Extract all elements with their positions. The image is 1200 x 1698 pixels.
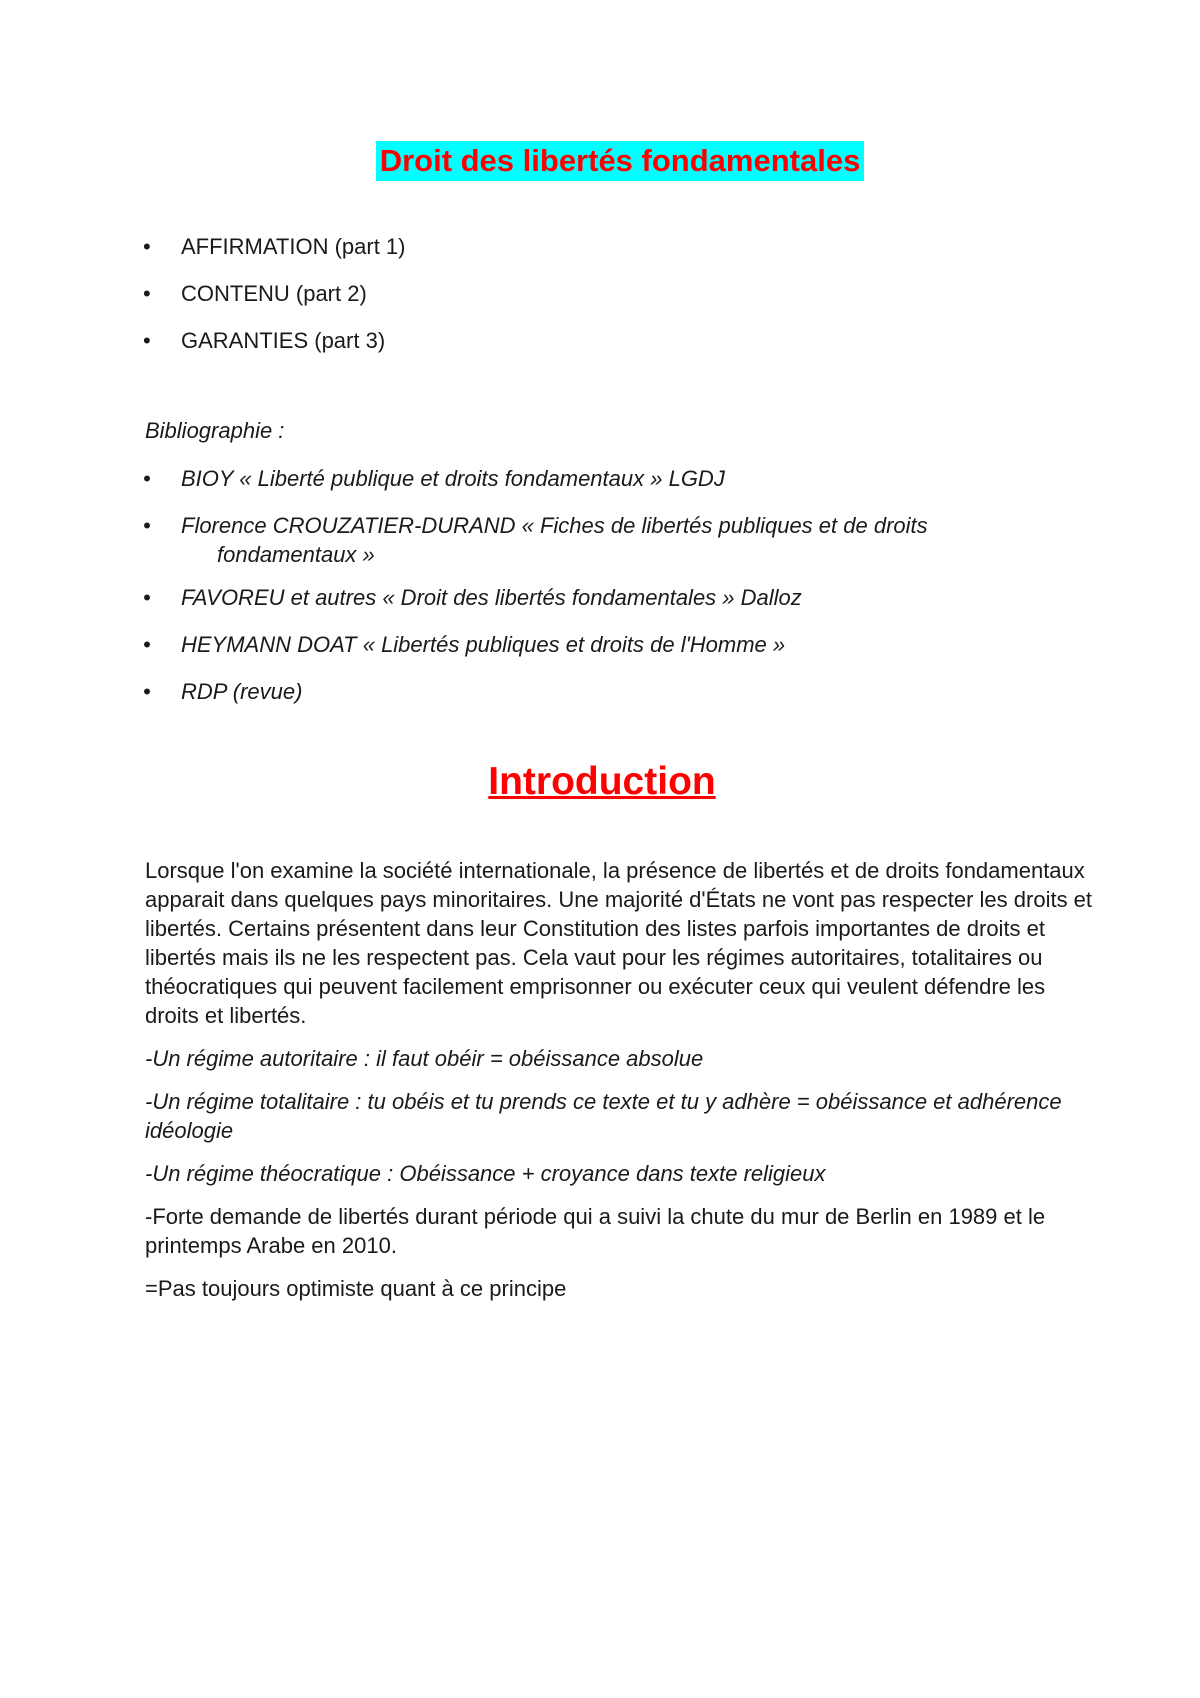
- part-item-2: CONTENU (part 2): [181, 281, 367, 306]
- part-item-3: GARANTIES (part 3): [181, 328, 386, 353]
- bullet: •: [143, 679, 151, 704]
- paragraph: -Un régime théocratique : Obéissance + croyance dans texte religieux: [145, 1161, 826, 1186]
- bullet: •: [143, 585, 151, 610]
- paragraph: -Un régime autoritaire : il faut obéir = obéissance absolue: [145, 1046, 704, 1071]
- list-item: [143, 630, 928, 659]
- paragraph: -Forte demande de libertés durant période qui a suivi la chute du mur de Berlin en 1989 et le printemps Arabe en 2010.: [145, 1204, 1046, 1258]
- bibliography-entry-5: RDP (revue): [181, 679, 303, 704]
- bibliography-entry-2: Florence CROUZATIER-DURAND « Fiches de libertés publiques et de droits: [181, 513, 928, 538]
- bibliography-entry-1: BIOY « Liberté publique et droits fondamentaux » LGDJ: [181, 466, 725, 491]
- list-item: [143, 326, 406, 355]
- body-text: [145, 856, 1105, 1317]
- bullet: •: [143, 234, 151, 259]
- paragraph: -Un régime totalitaire : tu obéis et tu prends ce texte et tu y adhère = obéissance et adhérence idéologie: [145, 1089, 1062, 1143]
- bibliography-entry-3: FAVOREU et autres « Droit des libertés fondamentales » Dalloz: [181, 585, 802, 610]
- part-item-1: AFFIRMATION (part 1): [181, 234, 406, 259]
- bibliography-entry-2-continuation: fondamentaux »: [217, 542, 375, 567]
- list-item: [143, 464, 928, 493]
- title-row: [0, 141, 1200, 181]
- list-item: [143, 279, 406, 308]
- bullet: •: [143, 466, 151, 491]
- list-item: [143, 511, 928, 569]
- section-heading: Introduction: [488, 760, 716, 803]
- list-item: [143, 677, 928, 706]
- document-title: Droit des libertés fondamentales: [376, 141, 865, 181]
- list-item: [143, 232, 406, 261]
- paragraph: =Pas toujours optimiste quant à ce principe: [145, 1276, 567, 1301]
- bibliography-label: Bibliographie :: [145, 418, 285, 443]
- bullet: •: [143, 513, 151, 538]
- bibliography-entry-4: HEYMANN DOAT « Libertés publiques et droits de l'Homme »: [181, 632, 786, 657]
- bullet: •: [143, 328, 151, 353]
- bullet: •: [143, 281, 151, 306]
- parts-list: [143, 232, 406, 373]
- intro-heading-row: [0, 758, 1200, 806]
- bullet: •: [143, 632, 151, 657]
- bibliography-list: [143, 464, 928, 724]
- paragraph: Lorsque l'on examine la société internationale, la présence de libertés et de droits fondamentaux apparait dans quelques pays minoritaires. Une majorité d'États ne vont pas respecter les droits et libertés. Certains présentent dans leur Constitution des listes parfois importantes de droits et libertés mais ils ne les respectent pas. Cela vaut pour les régimes autoritaires, totalitaires ou théocratiques qui peuvent facilement emprisonner ou exécuter ceux qui veulent défendre les droits et libertés.: [145, 858, 1093, 1028]
- list-item: [143, 583, 928, 612]
